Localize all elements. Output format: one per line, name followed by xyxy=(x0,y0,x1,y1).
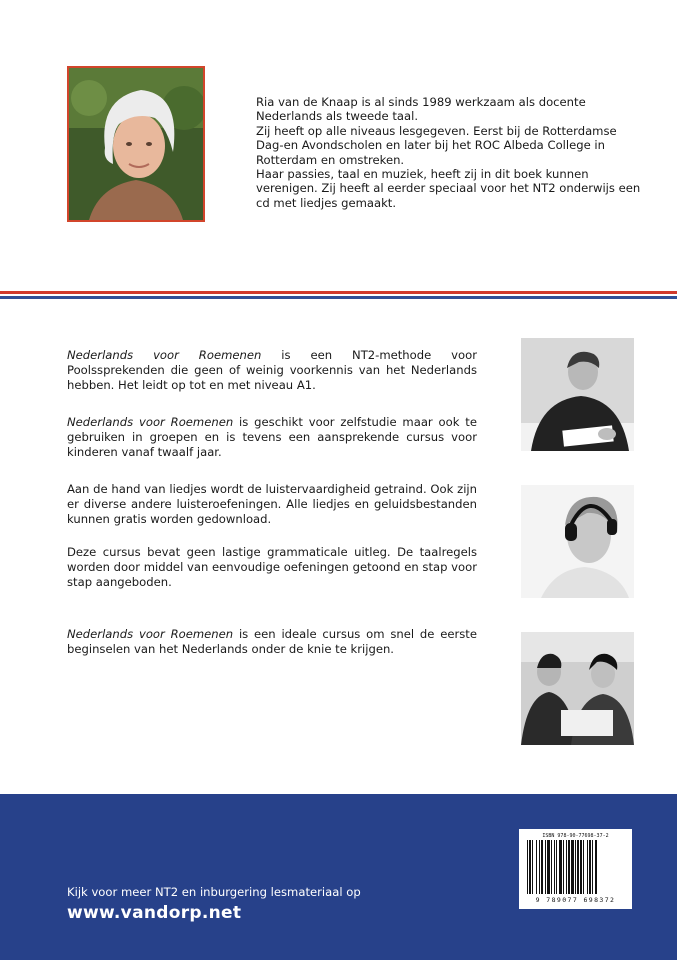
barcode-bar xyxy=(583,840,584,894)
course-title: Nederlands voor Roemenen xyxy=(67,627,234,641)
bio-line: Haar passies, taal en muziek, heeft zij in dit boek kunnen verenigen. Zij heeft al eerder speciaal voor het NT2 onderwijs een cd met liedjes gemaakt. xyxy=(256,167,641,210)
stripe-blue xyxy=(0,296,677,299)
photo-students-reading xyxy=(521,632,634,745)
barcode-bar xyxy=(527,840,528,894)
course-paragraph-4: Deze cursus bevat geen lastige grammaticale uitleg. De taalregels worden door middel van eenvoudige oefeningen getoond en stap voor stap aangeboden. xyxy=(67,545,477,590)
barcode-bar xyxy=(568,840,570,894)
barcode-bar xyxy=(592,840,593,894)
photo-student-writing xyxy=(521,338,634,451)
barcode-bar xyxy=(589,840,591,894)
paragraph-text: is een NT2-methode voor Poolssprekenden die geen of weinig voorkennis van het Nederlands hebben. Het leidt op tot en met niveau A1. xyxy=(67,348,477,393)
course-paragraph-3: Aan de hand van liedjes wordt de luistervaardigheid getraind. Ook zijn er diverse andere luisteroefeningen. Alle liedjes en geluidsbestanden kunnen gratis worden gedownload. xyxy=(67,482,477,527)
course-title: Nederlands voor Roemenen xyxy=(67,415,234,429)
barcode-bar xyxy=(577,840,579,894)
barcode-bar xyxy=(547,840,550,894)
barcode-bar xyxy=(559,840,562,894)
barcode-bar xyxy=(563,840,564,894)
barcode-bars xyxy=(525,840,626,894)
barcode-bar xyxy=(556,840,557,894)
barcode-bar xyxy=(532,840,533,894)
paragraph-text: is geschikt voor zelfstudie maar ook te gebruiken in groepen en is tevens een aansprekende cursus voor kinderen vanaf twaalf jaar. xyxy=(67,415,477,460)
barcode-bar xyxy=(580,840,582,894)
barcode-bar xyxy=(551,840,552,894)
bio-line: Zij heeft op alle niveaus lesgegeven. Eerst bij de Rotterdamse Dag-en Avondscholen en later bij het ROC Albeda College in Rotterdam en omstreken. xyxy=(256,123,617,167)
isbn-digits: 9 789077 698372 xyxy=(535,896,616,904)
isbn-barcode xyxy=(519,829,632,909)
barcode-bar xyxy=(541,840,543,894)
barcode-bar xyxy=(529,840,531,894)
barcode-bar xyxy=(554,840,555,894)
course-title: Nederlands voor Roemenen xyxy=(67,348,262,362)
stripe-red xyxy=(0,291,677,294)
barcode-bar xyxy=(566,840,567,894)
footer-text: Kijk voor meer NT2 en inburgering lesmateriaal op xyxy=(67,885,361,899)
barcode-bar xyxy=(595,840,597,894)
barcode-bar xyxy=(587,840,588,894)
isbn-label: ISBN 978-90-77698-37-2 xyxy=(542,833,609,839)
course-paragraph-5 xyxy=(67,627,477,657)
course-paragraph-2 xyxy=(67,415,477,461)
barcode-bar xyxy=(571,840,574,894)
course-paragraph-1 xyxy=(67,348,477,394)
barcode-bar xyxy=(545,840,546,894)
paragraph-text: is een ideale cursus om snel de eerste beginselen van het Nederlands onder de knie te krijgen. xyxy=(67,627,477,657)
divider-stripes xyxy=(0,291,677,305)
author-portrait xyxy=(67,66,205,222)
footer-url[interactable]: www.vandorp.net xyxy=(67,903,242,923)
barcode-bar xyxy=(575,840,576,894)
barcode-bar xyxy=(536,840,537,894)
photo-headphones xyxy=(521,485,634,598)
author-bio xyxy=(256,95,646,210)
bio-line: Ria van de Knaap is al sinds 1989 werkzaam als docente Nederlands als tweede taal. xyxy=(256,95,586,124)
barcode-bar xyxy=(539,840,540,894)
